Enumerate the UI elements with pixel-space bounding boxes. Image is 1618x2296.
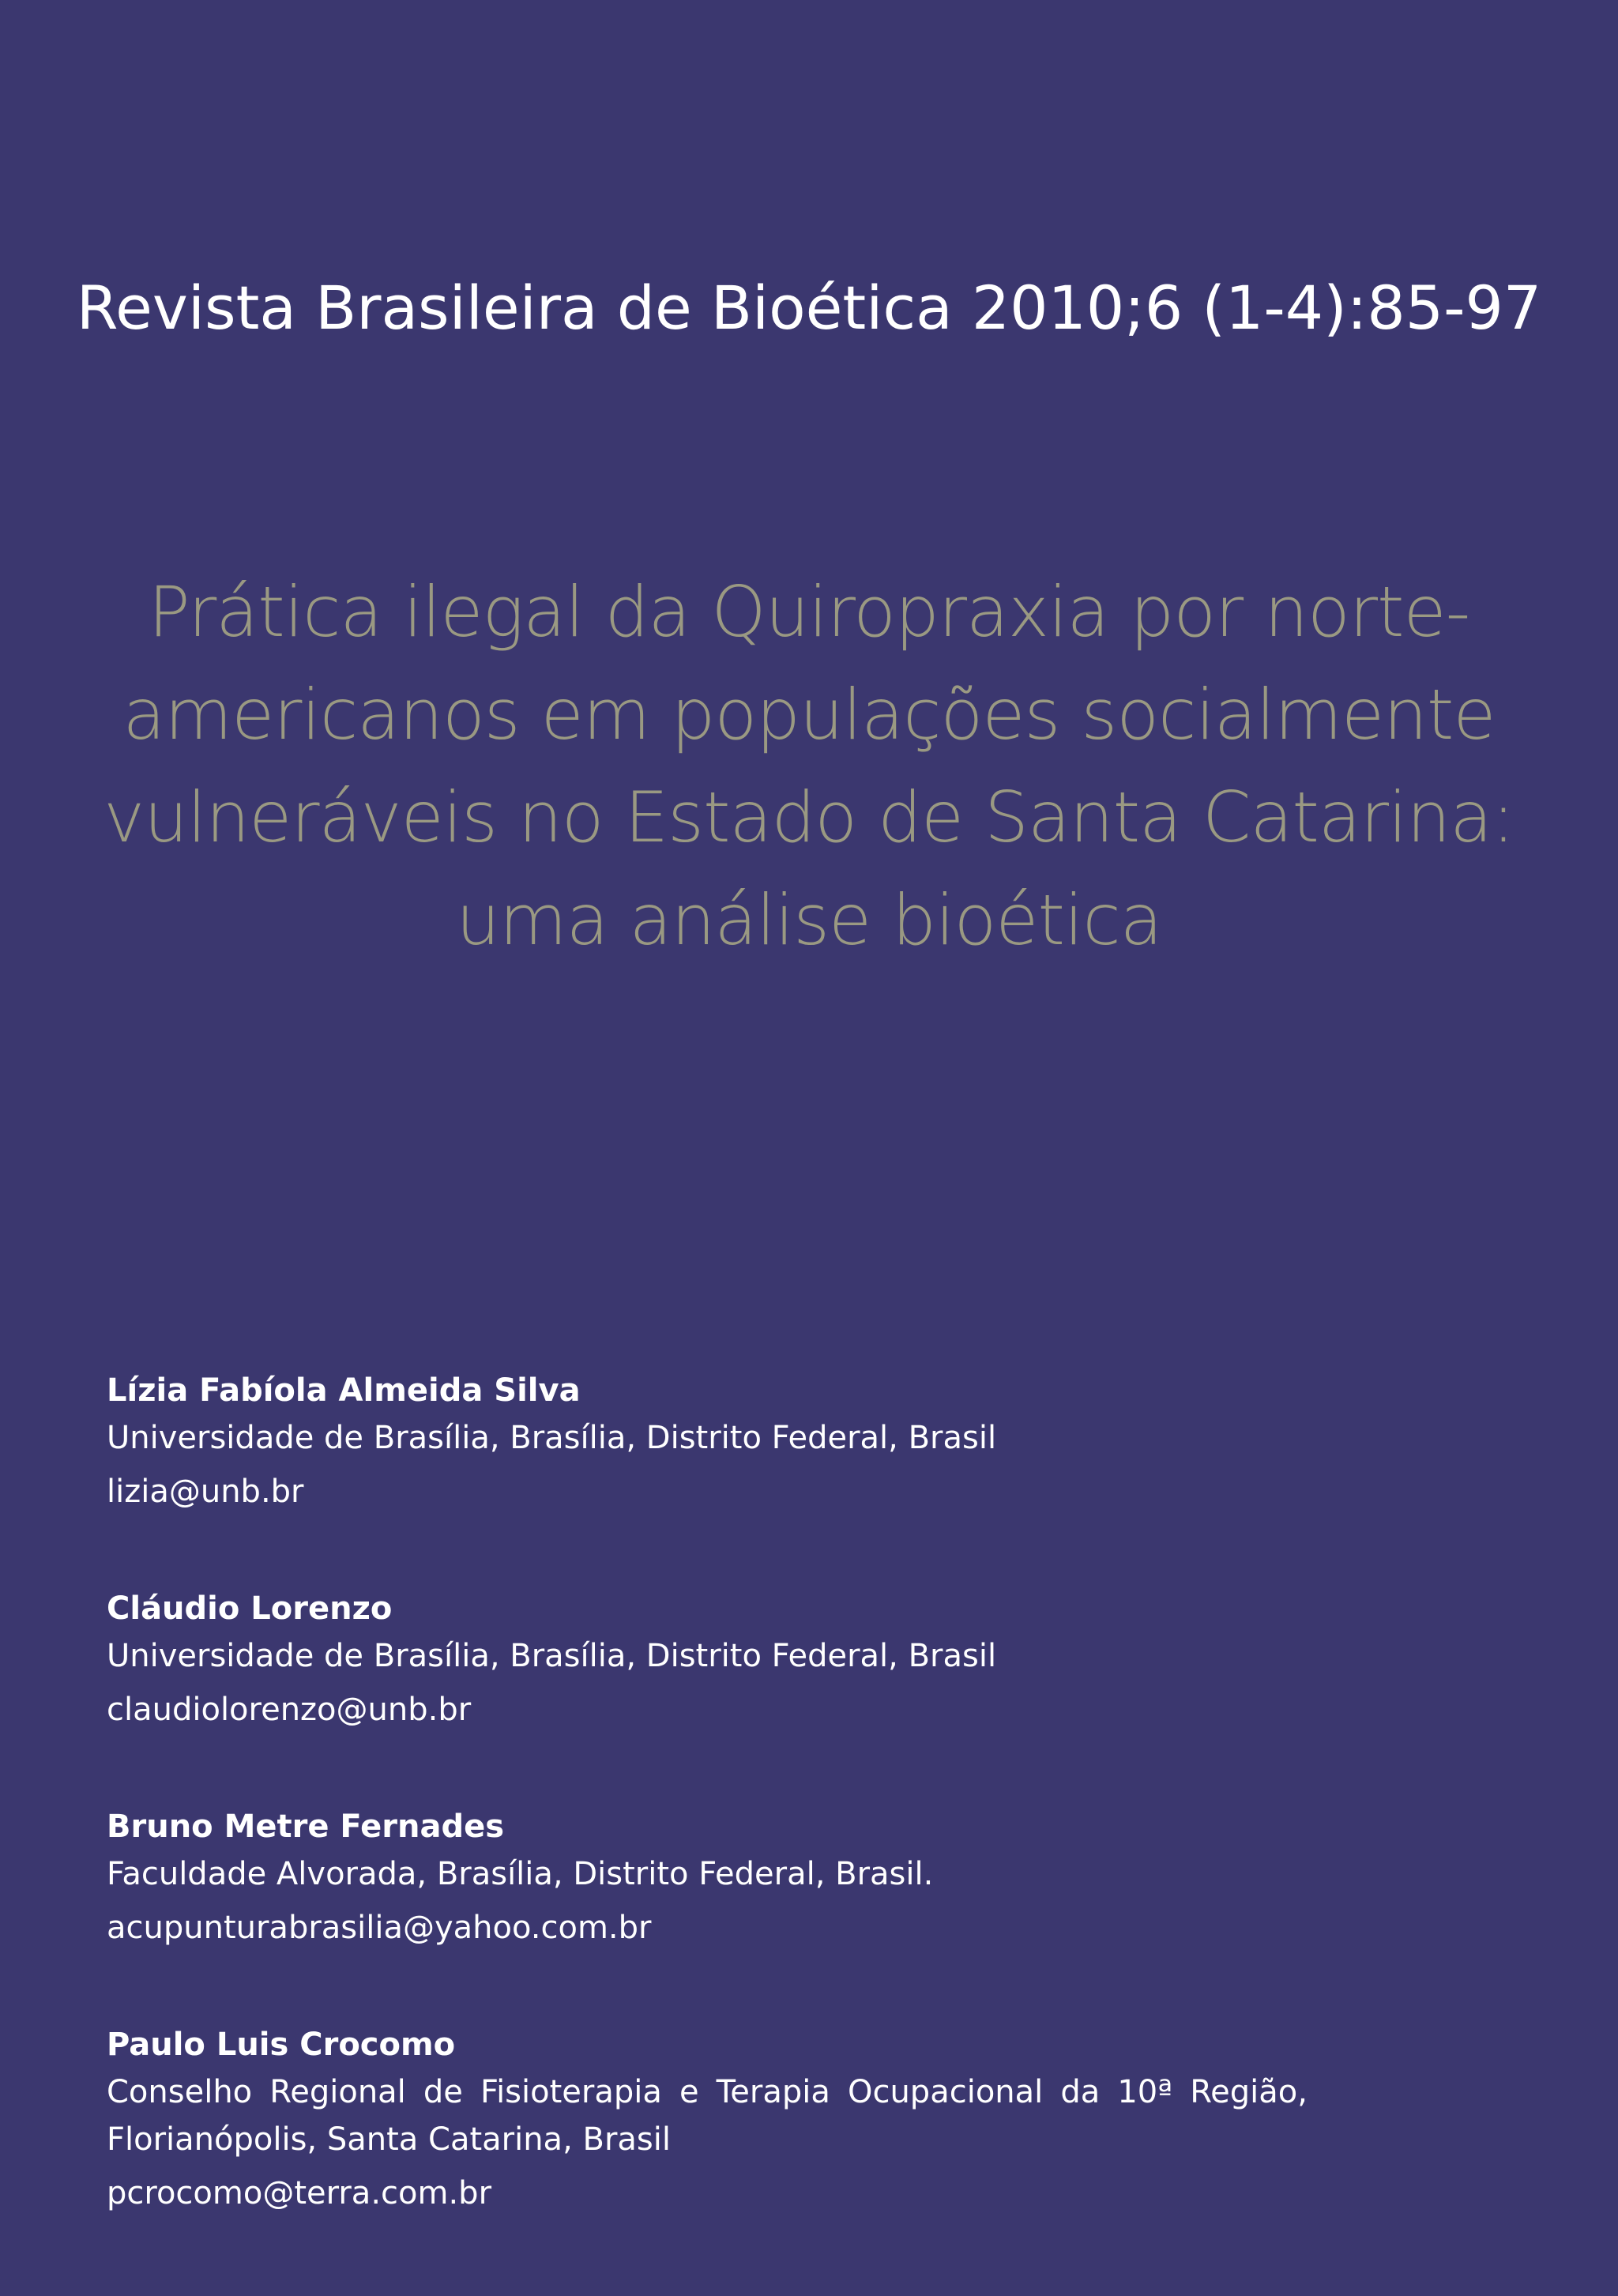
author-block bbox=[107, 1367, 1308, 1515]
author-name: Paulo Luis Crocomo bbox=[107, 2027, 456, 2063]
journal-citation: Revista Brasileira de Bioética 2010;6 (1-4):85-97 bbox=[76, 273, 1542, 343]
author-affiliation: Universidade de Brasília, Brasília, Distrito Federal, Brasil bbox=[107, 1420, 997, 1456]
article-title-line: americanos em populações socialmente bbox=[122, 674, 1496, 755]
article-title bbox=[0, 561, 1618, 972]
author-block bbox=[107, 2021, 1308, 2217]
author-email[interactable]: pcrocomo@terra.com.br bbox=[107, 2175, 492, 2211]
author-name: Lízia Fabíola Almeida Silva bbox=[107, 1372, 581, 1409]
author-name: Cláudio Lorenzo bbox=[107, 1590, 393, 1627]
author-block bbox=[107, 1585, 1308, 1733]
author-email[interactable]: acupunturabrasilia@yahoo.com.br bbox=[107, 1910, 652, 1946]
author-affiliation: Universidade de Brasília, Brasília, Distrito Federal, Brasil bbox=[107, 1638, 997, 1674]
author-block bbox=[107, 1803, 1308, 1952]
author-affiliation: Faculdade Alvorada, Brasília, Distrito Federal, Brasil. bbox=[107, 1856, 934, 1892]
author-list bbox=[107, 1367, 1308, 2287]
author-email[interactable]: claudiolorenzo@unb.br bbox=[107, 1692, 472, 1728]
article-title-line: vulneráveis no Estado de Santa Catarina: bbox=[103, 777, 1515, 858]
article-title-line: Prática ilegal da Quiropraxia por norte- bbox=[148, 571, 1470, 653]
author-email[interactable]: lizia@unb.br bbox=[107, 1474, 304, 1510]
author-name: Bruno Metre Fernades bbox=[107, 1809, 505, 1845]
author-affiliation: Conselho Regional de Fisioterapia e Terapia Ocupacional da 10ª Região, Florianópolis, Santa Catarina, Brasil bbox=[107, 2074, 1308, 2158]
article-title-line: uma análise bioética bbox=[456, 879, 1162, 961]
